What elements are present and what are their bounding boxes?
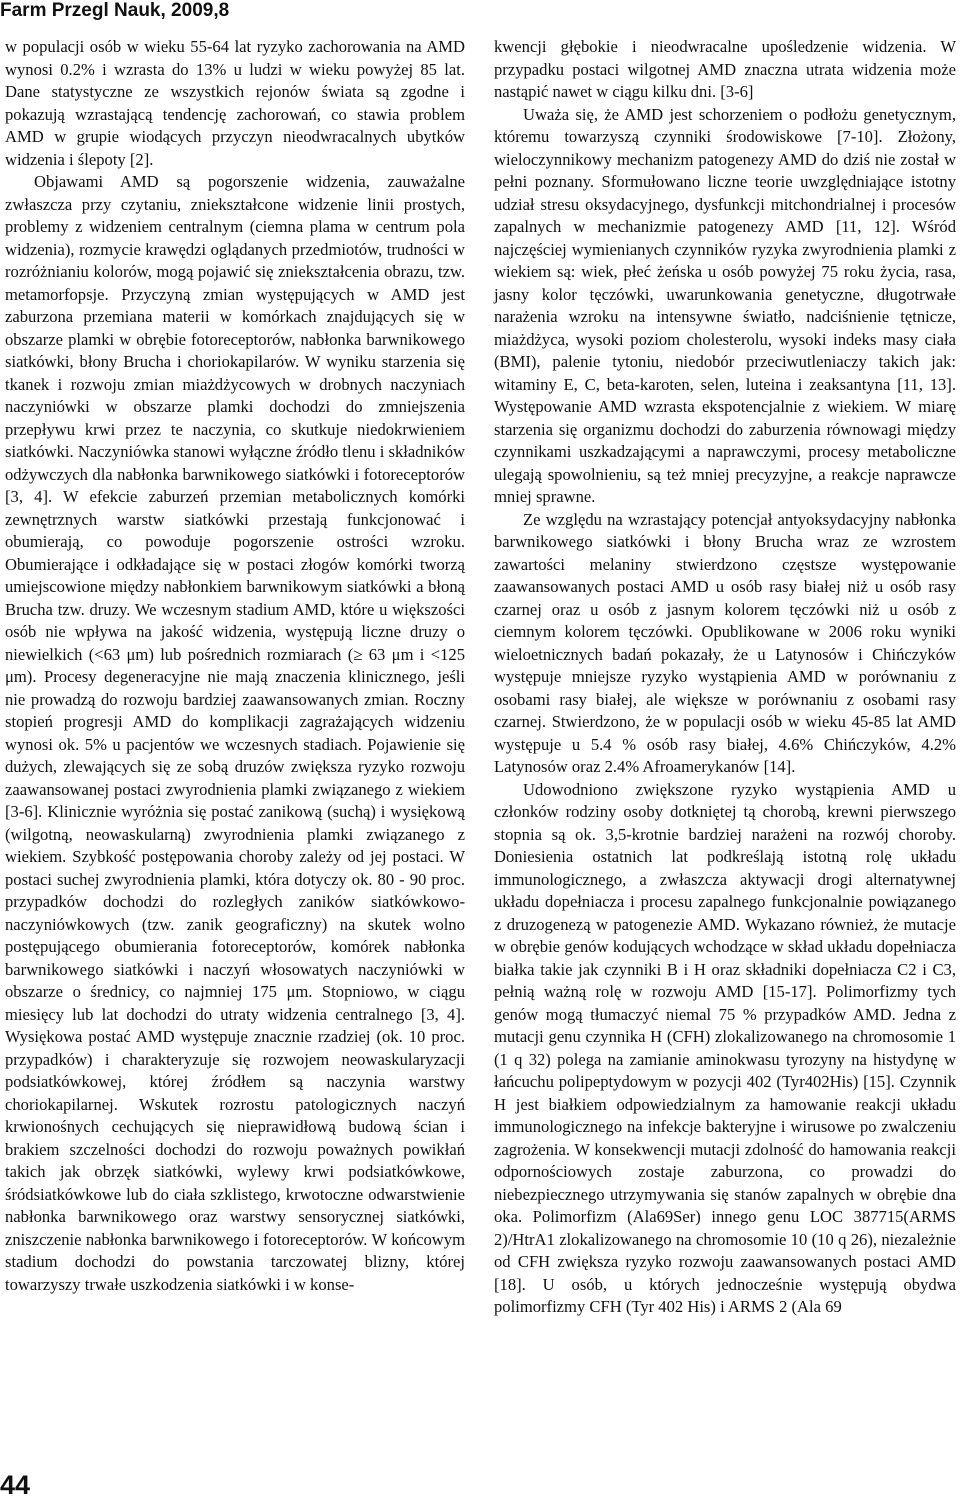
paragraph: Objawami AMD są pogorszenie widzenia, zauważalne zwłaszcza przy czytaniu, zniekształcone widzenie linii prostych, problemy z widzeniem centralnym (ciemna plama w centrum pola widzenia), rozmycie krawędzi oglądanych przedmiotów, trudności w rozróżnianiu kolorów, mogą pojawić się zniekształcenia obrazu, tzw. metamorfopsje. Przyczyną zmian występujących w AMD jest zaburzona przemiana materii w komórkach znajdujących się w obszarze plamki w obrębie fotoreceptorów, nabłonka barwnikowego siatkówki, błony Brucha i choriokapilarów. W wyniku starzenia się tkanek i rozwoju zmian miażdżycowych w drobnych naczyniach naczyniówki w obszarze plamki dochodzi do zmniejszenia przepływu krwi przez te naczynia, co skutkuje niedokrwieniem siatkówki. Naczyniówka stanowi wyłączne źródło tlenu i składników odżywczych dla nabłonka barwnikowego siatkówki i fotoreceptorów [3, 4]. W efekcie zaburzeń przemian metabolicznych komórki zewnętrznych warstw siatkówki przestają funkcjonować i obumierają, co powoduje pogorszenie ostrości wzroku. Obumierające i odkładające się w postaci złogów komórki tworzą umiejscowione między nabłonkiem barwnikowym siatkówki a błoną Brucha tzw. druzy. We wczesnym stadium AMD, które u większości osób nie wpływa na jakość widzenia, występują liczne druzy o niewielkich (<63 μm) lub pośrednich rozmiarach (≥ 63 μm i <125 μm). Procesy degeneracyjne nie mają znaczenia klinicznego, jeśli nie prowadzą do rozwoju bardziej zaawansowanych zmian. Roczny stopień progresji AMD do komplikacji zagrażających widzeniu wynosi ok. 5% u pacjentów we wczesnych stadiach. Pojawienie się dużych, zlewających się ze sobą druzów zwiększa ryzyko rozwoju zaawansowanej postaci zwyrodnienia plamki związanego z wiekiem [3-6]. Klinicznie wyróżnia się postać zanikową (suchą) i wysiękową (wilgotną, neowaskularną) zwyrodnienia plamki związanego z wiekiem. Szybkość postępowania choroby zależy od jej postaci. W postaci suchej zwyrodnienia plamki, która dotyczy ok. 80 - 90 proc. przypadków dochodzi do rozległych zaników siatkówkowo-naczyniówkowych (tzw. zanik geograficzny) na skutek wolno postępującego obumierania fotoreceptorów, komórek nabłonka barwnikowego siatkówki i naczyń włosowatych naczyniówki w obszarze o średnicy, co najmniej 175 μm. Stopniowo, w ciągu miesięcy lub lat dochodzi do utraty widzenia centralnego [3, 4]. Wysiękowa postać AMD występuje znacznie rzadziej (ok. 10 proc. przypadków) i charakteryzuje się rozwojem neowaskularyzacji podsiatkówkowej, której źródłem są naczynia warstwy choriokapilarnej. Wskutek rozrostu patologicznych naczyń krwionośnych cechujących się nieprawidłową budową ścian i brakiem szczelności dochodzi do rozwoju poważnych powikłań takich jak obrzęk siatkówki, wylewy krwi podsiatkówkowe, śródsiatkówkowe lub do ciała szklistego, krwotoczne odwarstwienie nabłonka barwnikowego oraz warstwy sensorycznej siatkówki, zniszczenie nabłonka barwnikowego i fotoreceptorów. W końcowym stadium dochodzi do powstania tarczowatej blizny, której towarzyszy trwałe uszkodzenia siatkówki i w konse-: [5, 172, 465, 1294]
left-column: [5, 36, 465, 1296]
paragraph: w populacji osób w wieku 55-64 lat ryzyko zachorowania na AMD wynosi 0.2% i wzrasta do 13% u ludzi w wieku powyżej 85 lat. Dane statystyczne ze wszystkich rejonów świata są zgodne i pokazują wzrastającą tendencję zachorowań, co stawia problem AMD w grupie wiodących przyczyn nieodwracalnych ubytków widzenia i ślepoty [2].: [5, 37, 465, 169]
paragraph: Ze względu na wzrastający potencjał antyoksydacyjny nabłonka barwnikowego siatkówki i błony Brucha wraz ze wzrostem zawartości melaniny stwierdzono częstsze występowanie zaawansowanych postaci AMD u osób rasy białej niż u osób rasy czarnej oraz u osób z jasnym kolorem tęczówki niż u osób z ciemnym kolorem tęczówki. Opublikowane w 2006 roku wyniki wieloetnicznych badań pokazały, że u Latynosów i Chińczyków występuje mniejsze ryzyko wystąpienia AMD w porównaniu z osobami rasy białej, ale większe w porównaniu z osobami rasy czarnej. Stwierdzono, że w populacji osób w wieku 45-85 lat AMD występuje u 5.4 % osób rasy białej, 4.6% Chińczyków, 4.2% Latynosów oraz 2.4% Afroamerykanów [14].: [494, 509, 956, 776]
paragraph: Udowodniono zwiększone ryzyko wystąpienia AMD u członków rodziny osoby dotkniętej tą chorobą, krewni pierwszego stopnia są ok. 3,5-krotnie bardziej narażeni na rozwój choroby. Doniesienia ostatnich lat podkreślają istotną rolę układu immunologicznego, a zwłaszcza aktywacji drogi alternatywnej układu dopełniacza i procesu zapalnego funkcjonalnie powiązanego z druzogenezą w patogenezie AMD. Wykazano również, że mutacje w obrębie genów kodujących wchodzące w skład układu dopełniacza białka takie jak czynniki B i H oraz składniki dopełniacza C2 i C3, pełnią ważną rolę w rozwoju AMD [15-17]. Polimorfizmy tych genów mogą tłumaczyć niemal 75 % przypadków AMD. Jedna z mutacji genu czynnika H (CFH) zlokalizowanego na chromosomie 1 (1 q 32) polega na zamianie aminokwasu tyrozyny na histydynę w łańcuchu polipeptydowym w pozycji 402 (Tyr402His) [15]. Czynnik H jest białkiem odpowiedzialnym za hamowanie reakcji układu immunologicznego na infekcje bakteryjne i wirusowe po zwalczeniu zagrożenia. W konsekwencji mutacji zdolność do hamowania reakcji odpornościowych zostaje zaburzona, co prowadzi do niebezpiecznego utrzymywania się stanów zapalnych w obrębie dna oka. Polimorfizm (Ala69Ser) innego genu LOC 387715(ARMS 2)/HtrA1 zlokalizowanego na chromosomie 10 (10 q 26), niezależnie od CFH zwiększa ryzyko rozwoju zaawansowanych postaci AMD [18]. U osób, u których jednocześnie występują obydwa polimorfizmy CFH (Tyr 402 His) i ARMS 2 (Ala 69: [494, 779, 956, 1316]
page-number: 44: [0, 1470, 31, 1500]
right-column: [494, 36, 956, 1319]
paragraph: kwencji głębokie i nieodwracalne upośledzenie widzenia. W przypadku postaci wilgotnej AMD znaczna utrata widzenia może nastąpić nawet w ciągu kilku dni. [3-6]: [494, 37, 956, 101]
paragraph: Uważa się, że AMD jest schorzeniem o podłożu genetycznym, któremu towarzyszą czynniki środowiskowe [7-10]. Złożony, wieloczynnikowy mechanizm patogenezy AMD do dziś nie został w pełni poznany. Sformułowano liczne teorie uwzględniające istotny udział stresu oksydacyjnego, dysfunkcji mitchondrialnej i procesów zapalnych w mechanizmie patogenezy AMD [11, 12]. Wśród najczęściej wymienianych czynników ryzyka zwyrodnienia plamki z wiekiem są: wiek, płeć żeńska u osób powyżej 75 roku życia, rasa, jasny kolor tęczówki, uwarunkowania genetyczne, długotrwałe narażenia wzroku na intensywne światło, nadciśnienie tętnicze, miażdżyca, wysoki poziom cholesterolu, wysoki indeks masy ciała (BMI), palenie tytoniu, niedobór przeciwutleniaczy takich jak: witaminy E, C, beta-karoten, selen, luteina i zeaksantyna [11, 13]. Występowanie AMD wzrasta ekspotencjalnie z wiekiem. W miarę starzenia się organizmu dochodzi do zaburzenia równowagi między czynnikami uszkadzającymi a naprawczymi, procesy metaboliczne ulegają spowolnieniu, są też mniej precyzyjne, a reakcje naprawcze mniej sprawne.: [494, 104, 956, 506]
journal-header: Farm Przegl Nauk, 2009,8: [0, 0, 230, 21]
